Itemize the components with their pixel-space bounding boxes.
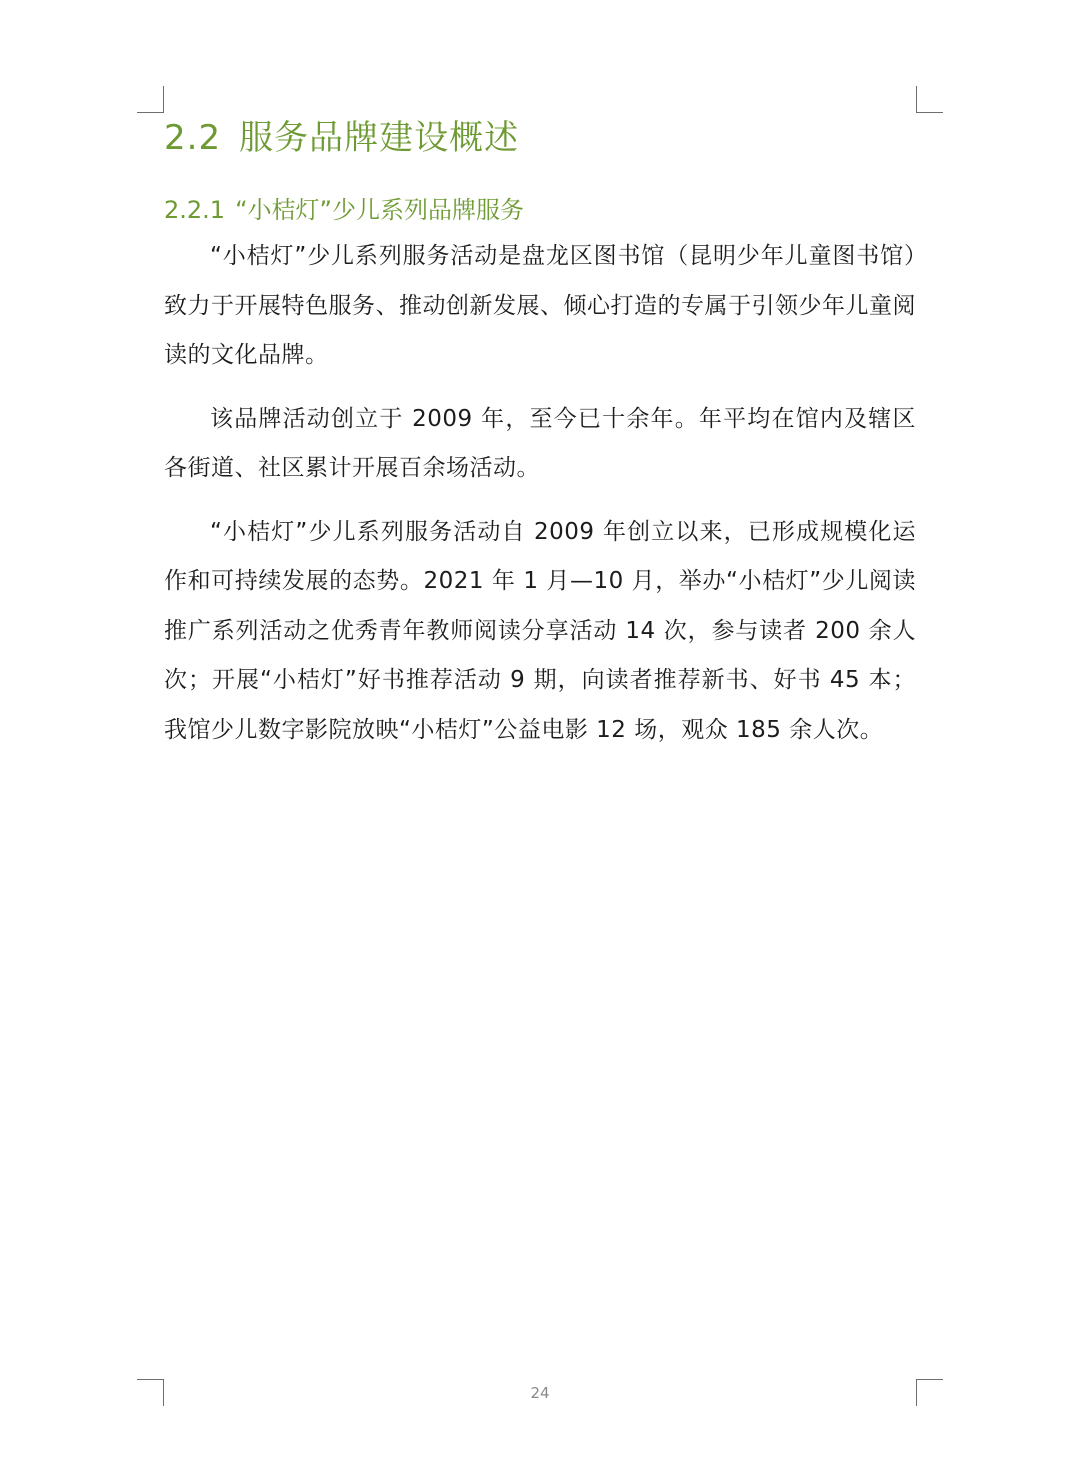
section-title: 服务品牌建设概述 [239,118,520,158]
subsection-title: “小桔灯”少儿系列品牌服务 [235,196,524,224]
crop-mark-top-right [916,86,943,113]
section-heading [164,112,916,164]
paragraph-activities: “小桔灯”少儿系列服务活动自 2009 年创立以来，已形成规模化运作和可持续发展的态势。2021 年 1 月—10 月，举办“小桔灯”少儿阅读推广系列活动之优秀青年教师阅读分享活动 14 次，参与读者 200 余人次；开展“小桔灯”好书推荐活动 9 期，向读者推荐新书、好书 45 本；我馆少儿数字影院放映“小桔灯”公益电影 12 场，观众 185 余人次。 [164,518,916,743]
page-content [164,112,916,755]
subsection-number: 2.2.1 [164,196,226,224]
crop-mark-top-left [137,86,164,113]
paragraph-intro: “小桔灯”少儿系列服务活动是盘龙区图书馆（昆明少年儿童图书馆）致力于开展特色服务、推动创新发展、倾心打造的专属于引领少年儿童阅读的文化品牌。 [164,243,916,368]
page-number: 24 [530,1384,550,1402]
subsection-heading [164,190,916,230]
paragraph-founding: 该品牌活动创立于 2009 年，至今已十余年。年平均在馆内及辖区各街道、社区累计开展百余场活动。 [164,405,916,481]
section-number: 2.2 [164,118,222,158]
